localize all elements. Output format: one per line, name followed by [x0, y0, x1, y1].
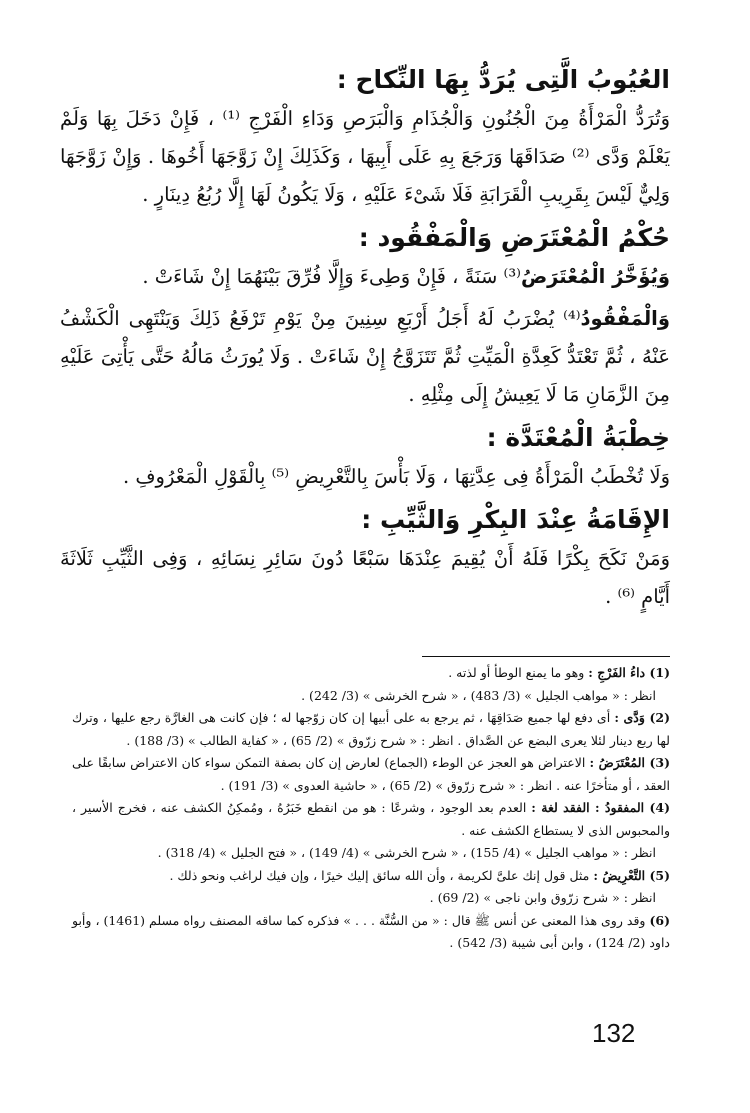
- section-heading: الإِقَامَةُ عِنْدَ البِكْرِ وَالثَّيِّبِ :: [361, 505, 670, 534]
- section-heading: حُكْمُ الْمُعْتَرَضِ وَالْمَفْقُود :: [358, 223, 670, 252]
- section-heading: العُيُوبُ الَّتِى يُرَدُّ بِهَا النِّكاح :: [336, 65, 670, 94]
- paragraph: وَتُرَدُّ الْمَرْأَةُ مِنَ الْجُنُونِ وَالْجُذَامِ وَالْبَرَصِ وَدَاءِ الْفَرْجِ ⁽¹⁾ ، فَإِنْ دَخَلَ بِهَا وَلَمْ يَعْلَمْ وَدَّى ⁽²⁾ صَدَاقَهَا وَرَجَعَ بِهِ عَلَى أَبِيهَا ، وَكَذَلِكَ إِنْ زَوَّجَهَا أَخُوهَا . وَإِنْ زَوَّجَهَا وَلِيٌّ لَيْسَ بِقَرِيبِ الْقَرَابَةِ فَلَا شَىْءَ عَلَيْهِ ، وَلَا يَكُونُ لَهَا إِلَّا رُبُعُ دِينَارٍ .: [60, 107, 671, 206]
- footnotes: [72, 662, 670, 955]
- paragraph: وَالْمَفْقُودُ⁽⁴⁾ يُضْرَبُ لَهُ أَجَلُ أَرْبَعِ سِنِينَ مِنْ يَوْمِ تَرْفَعُ ذَلِكَ وَيَنْتَهِى الْكَشْفُ عَنْهُ ، ثُمَّ تَعْتَدُّ كَعِدَّةِ الْمَيِّتِ ثُمَّ تَتَزَوَّجُ إِنْ شَاءَتْ . وَلَا يُورَثُ مَالُهُ حَتَّى يَأْتِىَ عَلَيْهِ مِنَ الزَّمَانِ مَا لَا يَعِيشُ إِلَى مِثْلِهِ .: [60, 307, 670, 406]
- paragraph: وَيُؤَخَّرُ الْمُعْتَرَضُ⁽³⁾ سَنَةً ، فَإِنْ وَطِىءَ وَإِلَّا فُرِّقَ بَيْنَهُمَا إِنْ شَاءَتْ .: [142, 265, 670, 288]
- page-number: 132: [592, 1018, 636, 1048]
- footnote: (4) المفقودُ : الفقد لغة : العدم بعد الوجود ، وشرعًا : هو من انقطع خَبَرُهُ ، ومُمكِنُ الكشف عنه ، فخرج الأسير ، والمحبوس الذى لا يستطاع الكشف عنه . انظر : « مواهب الجليل » (4/ 155) ، « شرح الخرشى » (4/ 149) ، « فتح الجليل » (4/ 318) .: [72, 800, 670, 860]
- footnote: (6) وقد روى هذا المعنى عن أنس ﷺ قال : « من السُّنَّة . . . » فذكره كما ساقه المصنف رواه مسلم (1461) ، وأبو داود (2/ 124) ، وابن أبى شيبة (3/ 542) .: [72, 912, 670, 950]
- footnote-divider: [422, 656, 670, 657]
- main-text: [60, 60, 670, 620]
- section-heading: خِطْبَةُ الْمُعْتَدَّة :: [486, 423, 670, 452]
- footnote: (1) داءُ الفَرْجِ : وهو ما يمنع الوطأ أو لذته . انظر : « مواهب الجليل » (3/ 483) ، « شرح الخرشى » (3/ 242) .: [301, 665, 670, 703]
- paragraph: وَلَا تُخْطَبُ الْمَرْأَةُ فِى عِدَّتِهَا ، وَلَا بَأْسَ بِالتَّعْرِيضِ ⁽⁵⁾ بِالْقَوْلِ الْمَعْرُوفِ .: [122, 465, 670, 488]
- footnote: (5) التَّعْرِيضُ : مثل قول إنك علىَّ لكريمة ، وأن الله سائق إليك خيرًا ، وإن فيك لراغب ونحو ذلك . انظر : « شرح زرّوق وابن ناجى » (2/ 69) .: [169, 867, 670, 905]
- paragraph: وَمَنْ نَكَحَ بِكْرًا فَلَهُ أَنْ يُقِيمَ عِنْدَهَا سَبْعًا دُونَ سَائِرِ نِسَائِهِ ، وَفِى الثَّيِّبِ ثَلَاثَةَ أَيَّامٍ ⁽⁶⁾ .: [60, 547, 670, 608]
- footnote: (3) المُعْتَرَضُ : الاعتراض هو العجز عن الوطء (الجماع) لعارض إن كان بصفة التمكن سواء كان الاعتراض سابقًا على العقد ، أو متأخرًا عنه . انظر : « شرح زرّوق » (2/ 65) ، « حاشية العدوى » (3/ 191) .: [72, 755, 670, 793]
- footnote: (2) وَدَّى : أى دفع لها جميع صَدَاقِهَا ، ثم يرجع به على أبيها إن كان زوّجها له ؛ فإن كانت هى الغارَّة رجع عليها ، وترك لها ربع دينار لئلا يعرى البضع عن الصَّداق . انظر : « شرح زرّوق » (2/ 65) ، « كفاية الطالب » (3/ 188) .: [72, 710, 670, 748]
